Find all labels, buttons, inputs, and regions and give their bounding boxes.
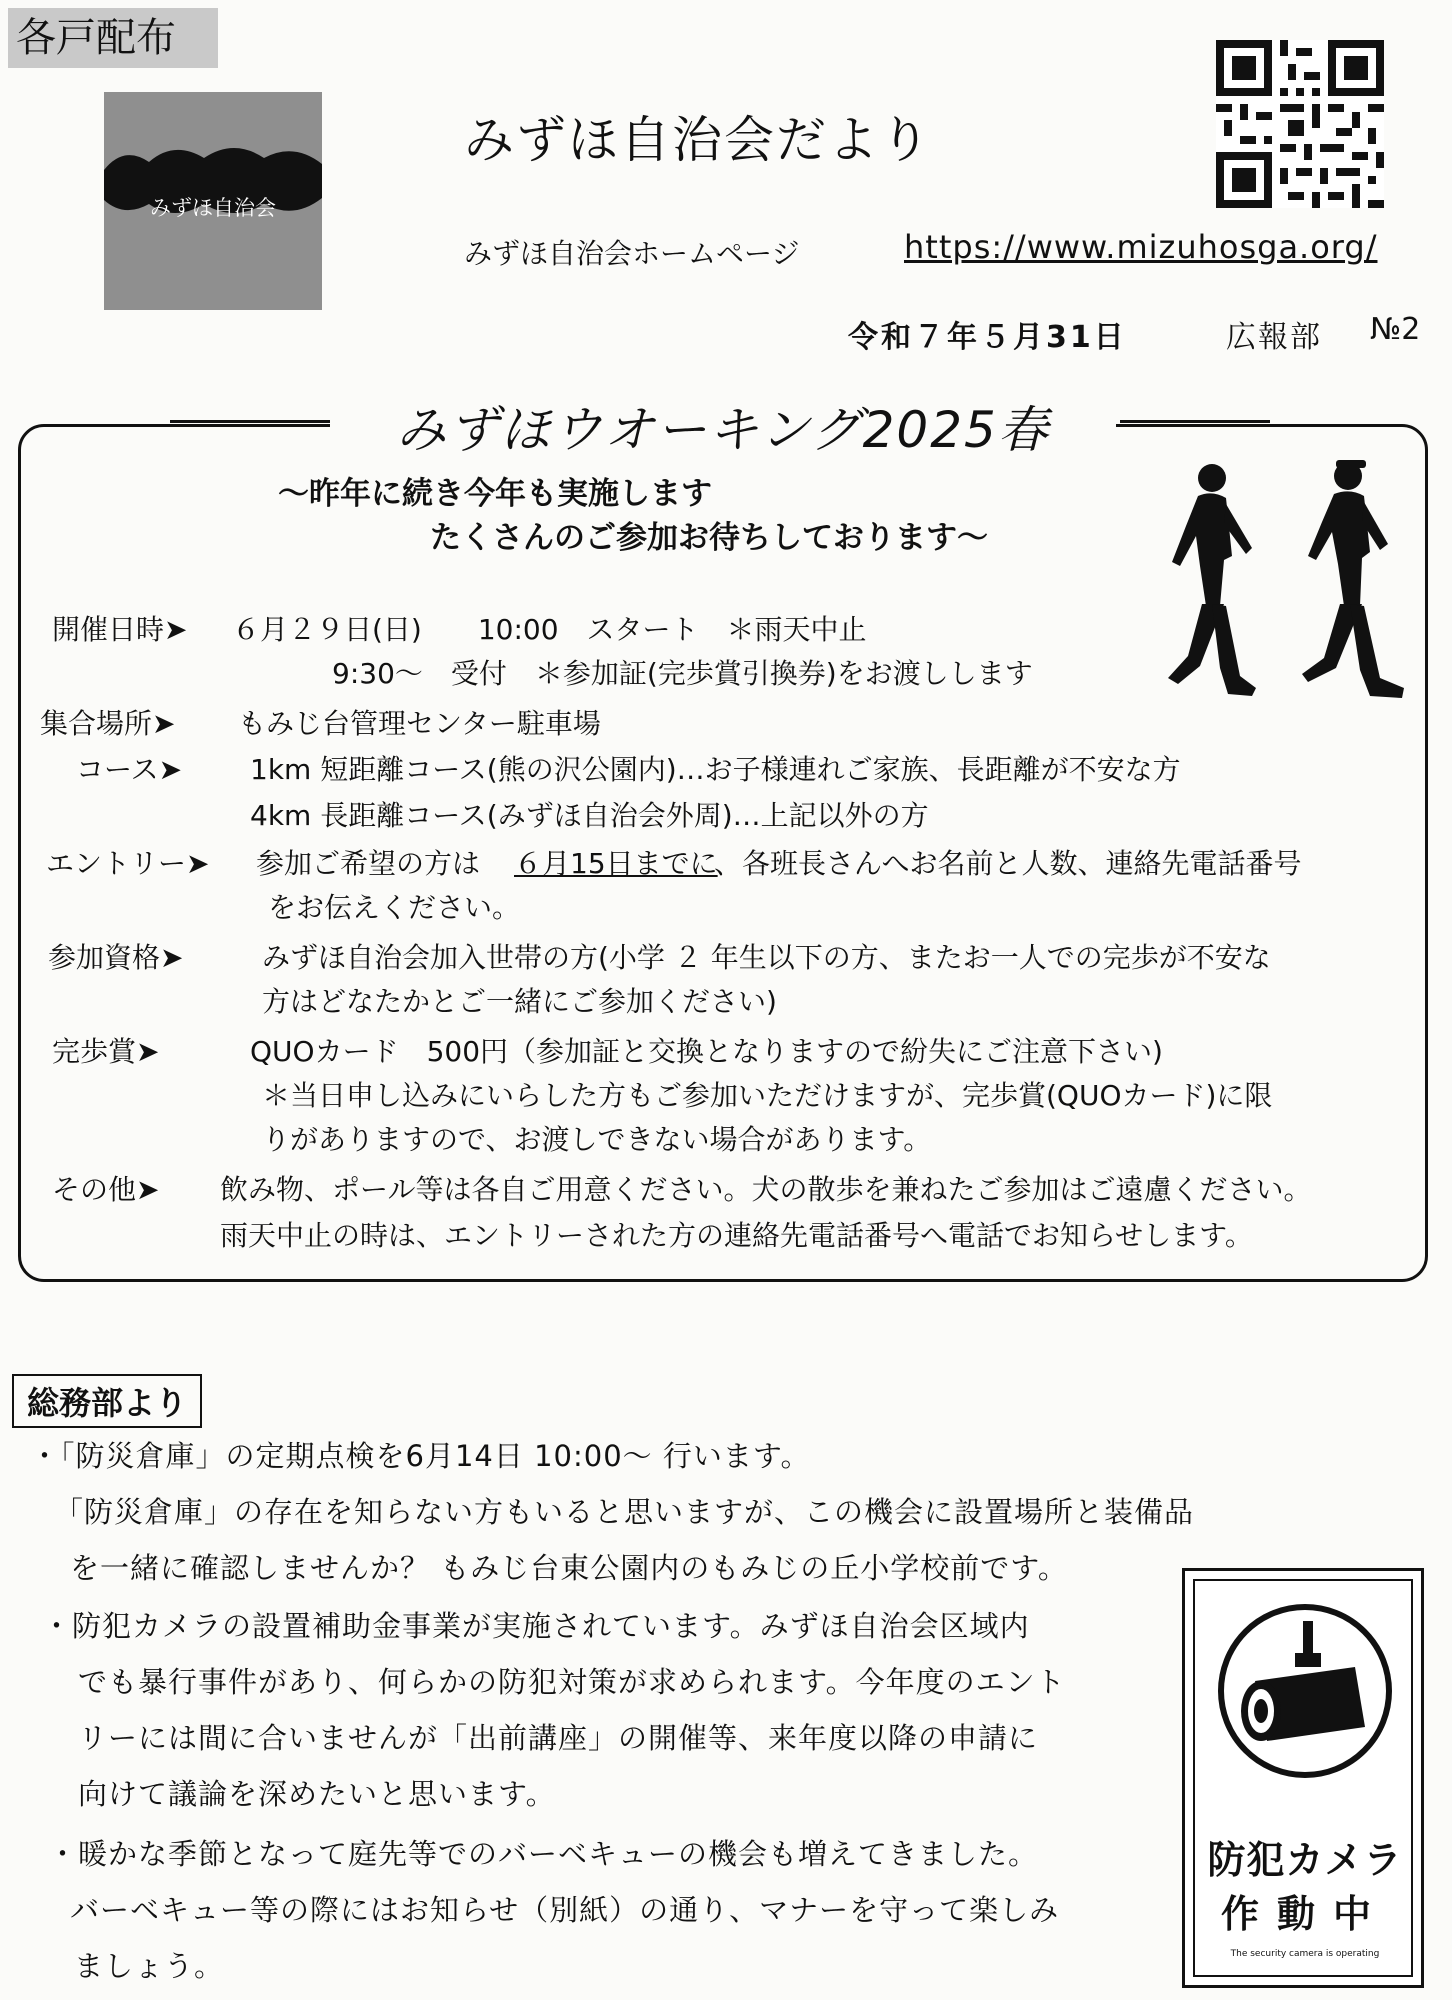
paragraph-line: ・防犯カメラの設置補助金事業が実施されています。みずほ自治会区域内 [42, 1609, 1030, 1643]
prize-line-3: りがありますので、お渡しできない場合があります。 [262, 1123, 932, 1156]
walking-people-icon [1140, 456, 1410, 706]
title-rule-left [170, 420, 330, 423]
other-line-2: 雨天中止の時は、エントリーされた方の連絡先電話番号へ電話でお知らせします。 [220, 1219, 1253, 1252]
department: 広報部 [1226, 320, 1322, 355]
prize-line-1: QUOカード 500円（参加証と交換となりますので紛失にご注意下さい) [250, 1035, 1163, 1068]
paragraph-line: ・「防災倉庫」の定期点検を6月14日 10:00～ 行います。 [30, 1439, 811, 1473]
sign-text-line-2: 作動中 [1220, 1892, 1389, 1936]
label-prize: 完歩賞➤ [52, 1035, 160, 1068]
title-rule-right [1120, 420, 1270, 423]
paragraph-line: ましょう。 [74, 1949, 225, 1983]
date-line-1: ６月２９日(日) 10:00 スタート ＊雨天中止 [232, 613, 867, 646]
label-entry: エントリー➤ [46, 847, 210, 880]
sign-inner-frame [1193, 1579, 1413, 1977]
label-eligibility: 参加資格➤ [48, 941, 184, 974]
date-line-2: 9:30～ 受付 ＊参加証(完歩賞引換券)をお渡しします [332, 657, 1033, 690]
entry-deadline: ６月15日までに [514, 847, 718, 880]
section-heading: 総務部より [12, 1374, 202, 1428]
distribution-tag: 各戸配布 [8, 8, 218, 68]
event-subtitle-2: たくさんのご参加お待ちしております～ [430, 520, 988, 556]
homepage-label: みずほ自治会ホームページ [464, 237, 800, 270]
course-line-2: 4km 長距離コース(みずほ自治会外周)…上記以外の方 [250, 799, 929, 832]
prize-line-2: ＊当日申し込みにいらした方もご参加いただけますが、完歩賞(QUOカード)に限 [262, 1079, 1273, 1112]
entry-line-1b: 、各班長さんへお名前と人数、連絡先電話番号 [714, 847, 1302, 880]
paragraph-line: を一緒に確認しませんか？ もみじ台東公園内のもみじの丘小学校前です。 [70, 1551, 1068, 1585]
issue-number: №2 [1370, 312, 1421, 347]
entry-line-2: をお伝えください。 [268, 891, 521, 924]
eligibility-line-1: みずほ自治会加入世帯の方(小学 ２ 年生以下の方、またお一人での完歩が不安な [262, 941, 1271, 974]
entry-line-1a: 参加ご希望の方は [256, 847, 481, 880]
label-course: コース➤ [76, 753, 183, 786]
security-camera-icon [1215, 1601, 1395, 1781]
qr-code-icon[interactable] [1216, 40, 1384, 208]
label-date: 開催日時➤ [52, 613, 188, 646]
paragraph-line: リーには間に合いませんが「出前講座」の開催等、来年度以降の申請に [78, 1721, 1039, 1755]
paragraph-line: 向けて議論を深めたいと思います。 [78, 1777, 556, 1811]
sign-caption: The security camera is operating [1230, 1949, 1380, 1959]
label-place: 集合場所➤ [40, 707, 176, 740]
eligibility-line-2: 方はどなたかとご一緒にご参加ください) [262, 985, 777, 1018]
paragraph-line: でも暴行事件があり、何らかの防犯対策が求められます。今年度のエント [78, 1665, 1066, 1699]
place-value: もみじ台管理センター駐車場 [238, 707, 601, 740]
issue-date: 令和７年５月31日 [848, 320, 1127, 355]
newsletter-title: みずほ自治会だより [464, 111, 932, 169]
sign-text-line-1: 防犯カメラ [1207, 1838, 1403, 1882]
event-subtitle-1: ～昨年に続き今年も実施します [278, 476, 712, 512]
security-camera-sign [1182, 1568, 1424, 1988]
logo-text: みずほ自治会 [150, 196, 276, 220]
course-line-1: 1km 短距離コース(熊の沢公園内)…お子様連れご家族、長距離が不安な方 [250, 753, 1181, 786]
other-line-1: 飲み物、ポール等は各自ご用意ください。犬の散歩を兼ねたご参加はご遠慮ください。 [220, 1173, 1312, 1206]
label-other: その他➤ [52, 1173, 160, 1206]
homepage-link[interactable]: https://www.mizuhosga.org/ [904, 228, 1378, 266]
paragraph-line: 「防災倉庫」の存在を知らない方もいると思いますが、この機会に設置場所と装備品 [54, 1495, 1195, 1529]
paragraph-line: バーベキュー等の際にはお知らせ（別紙）の通り、マナーを守って楽しみ [70, 1893, 1060, 1927]
association-logo [104, 92, 322, 310]
event-title: みずほウオーキング2025春 [396, 401, 1050, 459]
paragraph-line: ・暖かな季節となって庭先等でのバーベキューの機会も増えてきました。 [48, 1837, 1039, 1871]
